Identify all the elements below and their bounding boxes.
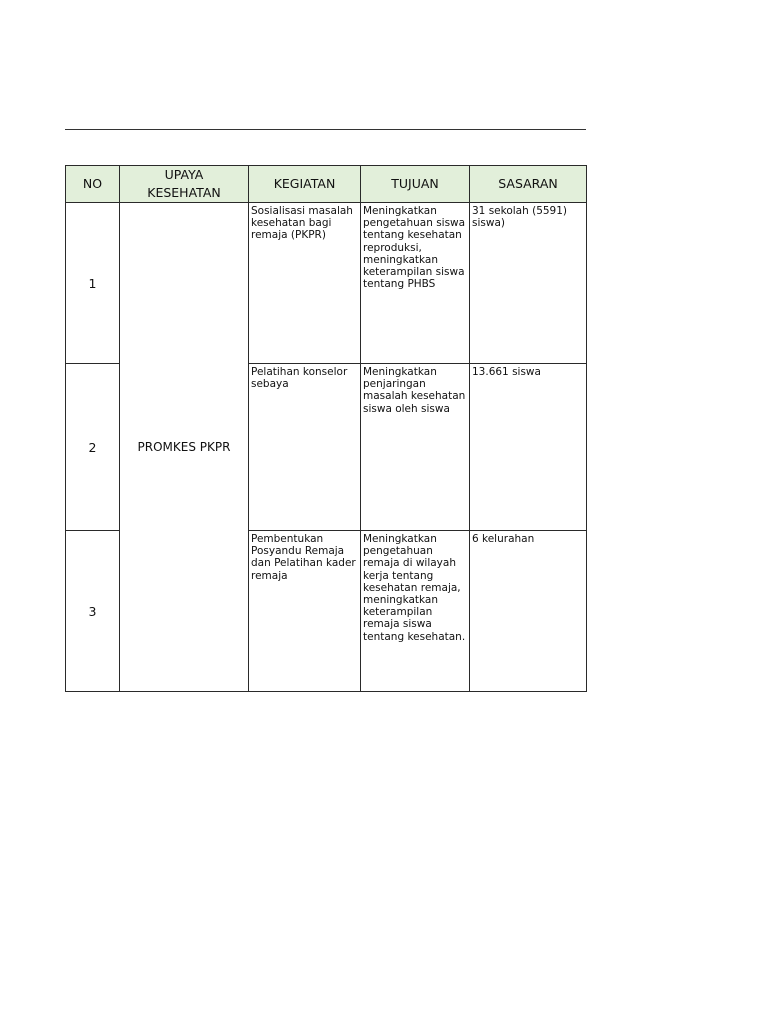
header-tujuan: TUJUAN <box>361 166 470 203</box>
kegiatan-line: Pembentukan <box>251 533 324 545</box>
sasaran-line: 13.661 siswa <box>472 366 541 378</box>
tujuan-line: reproduksi, <box>363 241 422 254</box>
table-header-row <box>66 166 587 203</box>
tujuan-line: pengetahuan siswa <box>363 217 466 230</box>
tujuan-line: penjaringan <box>363 378 426 391</box>
kegiatan-line: kesehatan bagi <box>251 217 332 230</box>
kegiatan-line: remaja (PKPR) <box>251 229 326 242</box>
row-number: 1 <box>66 203 120 364</box>
header-no: NO <box>66 166 120 203</box>
tujuan-line: kerja tentang <box>363 569 434 582</box>
header-upaya-line2: KESEHATAN <box>147 185 221 200</box>
tujuan-line: Meningkatkan <box>363 533 437 545</box>
tujuan-line: Meningkatkan <box>363 205 437 217</box>
top-divider <box>65 129 586 130</box>
sasaran-line: 6 kelurahan <box>472 533 535 545</box>
tujuan-line: remaja di wilayah <box>363 557 456 570</box>
tujuan-line: siswa oleh siswa <box>363 402 450 415</box>
tujuan-cell <box>361 531 470 692</box>
tujuan-line: meningkatkan <box>363 594 439 607</box>
kegiatan-cell <box>249 203 361 364</box>
kegiatan-line: remaja <box>251 569 288 582</box>
tujuan-line: kesehatan remaja, <box>363 581 461 594</box>
header-upaya-line1: UPAYA <box>164 167 204 182</box>
kegiatan-line: Sosialisasi masalah <box>251 205 353 217</box>
header-kegiatan: KEGIATAN <box>249 166 361 203</box>
row-number: 2 <box>66 364 120 531</box>
row-number: 3 <box>66 531 120 692</box>
activity-table <box>65 165 587 692</box>
kegiatan-line: Pelatihan konselor <box>251 366 348 378</box>
header-sasaran: SASARAN <box>470 166 587 203</box>
kegiatan-line: sebaya <box>251 378 289 391</box>
tujuan-line: keterampilan <box>363 606 433 619</box>
tujuan-cell <box>361 203 470 364</box>
sasaran-cell <box>470 203 587 364</box>
sasaran-cell <box>470 364 587 531</box>
kegiatan-line: dan Pelatihan kader <box>251 557 356 570</box>
kegiatan-line: Posyandu Remaja <box>251 545 345 558</box>
tujuan-line: tentang kesehatan. <box>363 630 466 643</box>
tujuan-line: pengetahuan <box>363 545 433 558</box>
tujuan-line: tentang PHBS <box>363 278 436 291</box>
tujuan-line: tentang kesehatan <box>363 229 462 242</box>
upaya-kesehatan-cell: PROMKES PKPR <box>120 203 249 692</box>
tujuan-cell <box>361 364 470 531</box>
tujuan-line: meningkatkan <box>363 253 439 266</box>
sasaran-line: 31 sekolah (5591) <box>472 205 568 217</box>
tujuan-line: keterampilan siswa <box>363 266 465 279</box>
tujuan-line: remaja siswa <box>363 618 432 631</box>
kegiatan-cell <box>249 531 361 692</box>
kegiatan-cell <box>249 364 361 531</box>
sasaran-cell <box>470 531 587 692</box>
sasaran-line: siswa) <box>472 217 505 230</box>
header-upaya-kesehatan <box>120 166 249 203</box>
tujuan-line: masalah kesehatan <box>363 390 466 403</box>
tujuan-line: Meningkatkan <box>363 366 437 378</box>
table-row <box>66 203 587 364</box>
